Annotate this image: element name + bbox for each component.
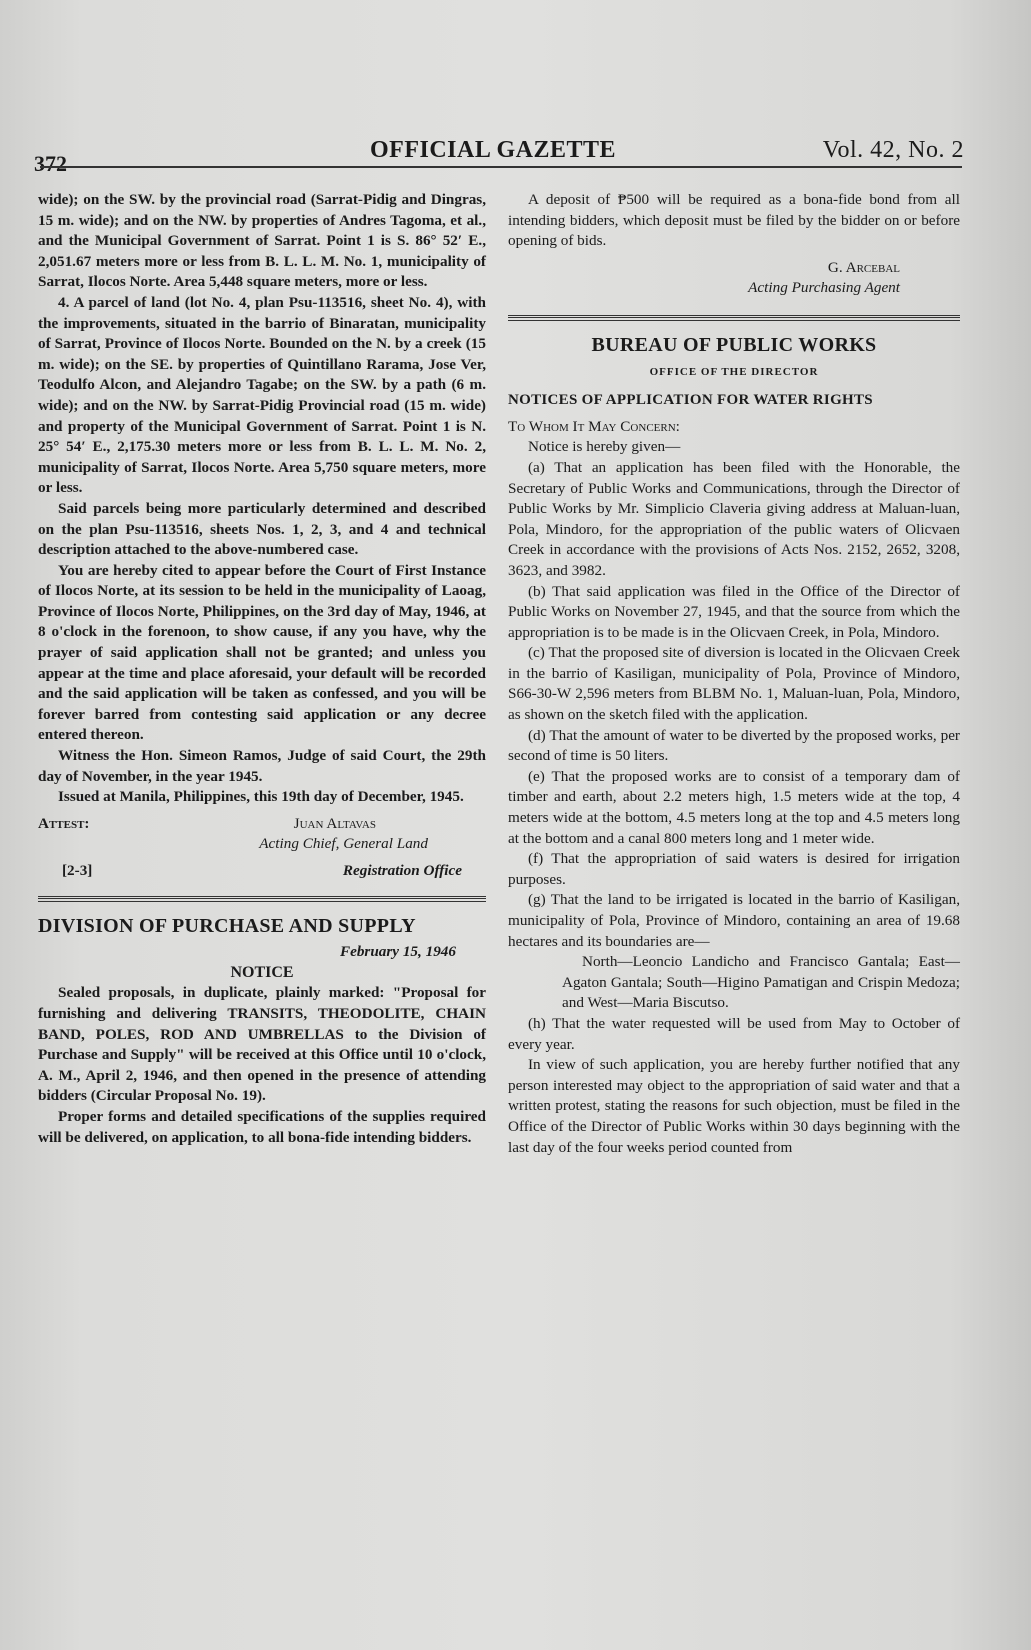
page-header [34, 135, 964, 175]
issued-paragraph: Issued at Manila, Philippines, this 19th day of December, 1945. [58, 788, 464, 806]
proper-forms: Proper forms and detailed specifications of the supplies required will be delivered, on application, to all bona-fide intending bidders. [38, 1107, 486, 1146]
land-boundaries: North—Leoncio Landicho and Francisco Gantala; East—Agaton Gantala; South—Higino Pamatigan and Crispin Medoza; and West—Maria Biscutso. [562, 953, 960, 1012]
notices-heading: NOTICES OF APPLICATION FOR WATER RIGHTS [508, 392, 873, 409]
gazette-title: OFFICIAL GAZETTE [370, 137, 617, 163]
parcels-determined: Said parcels being more particularly determined and described on the plan Psu-113516, sheets Nos. 1, 2, 3, and 4 and technical description attached to the above-numbered case. [38, 499, 486, 559]
salutation: To Whom It May Concern: [508, 417, 680, 435]
notice-intro: Notice is hereby given— [528, 438, 681, 456]
attest-label: Attest: [38, 814, 90, 832]
item-d: (d) That the amount of water to be diverted by the proposed works, per second of time is 50 liters. [508, 726, 960, 765]
attest-office-row [38, 861, 486, 882]
notice-heading: NOTICE [230, 963, 294, 981]
closing-paragraph: In view of such application, you are hereby further notified that any person interested may object to the appropriation of said water and that a written protest, stating the reasons for such objection, must be filed in the Office of the Director of Public Works within 30 days beginning with the last day of the four weeks period counted from [508, 1056, 960, 1156]
page-number: 372 [34, 151, 67, 176]
attest-title: Acting Chief, General Land [259, 835, 428, 853]
section-divider [508, 315, 960, 321]
item-g: (g) That the land to be irrigated is located in the barrio of Kasiligan, municipality of Pola, Province of Mindoro, containing an area of 19.68 hectares and its boundaries are— [508, 891, 960, 950]
section-divider [38, 896, 486, 902]
purchasing-agent-name: G. Arcebal [827, 258, 900, 276]
sealed-proposals: Sealed proposals, in duplicate, plainly marked: "Proposal for furnishing and delivering TRANSITS, THEODOLITE, CHAIN BAND, POLES, ROD AND UMBRELLAS to the Division of Purchase and Supply" will be received at this Office until 10 o'clock, A. M., April 2, 1946, and then opened in the presence of attending bidders (Circular Proposal No. 19). [38, 984, 486, 1105]
reference-number: [2-3] [62, 862, 93, 879]
attest-office: Registration Office [342, 862, 462, 879]
land-description-continued: wide); on the SW. by the provincial road (Sarrat-Pidig and Dingras, 15 m. wide); and on the NW. by properties of Andres Tagoma, et al., and the Municipal Government of Sarrat. Point 1 is S. 86° 52′ E., 2,051.67 meters more or less from B. L. L. M. No. 1, municipality of Sarrat, Ilocos Norte. Area 5,448 square meters, more or less. [38, 191, 486, 291]
purchase-heading: DIVISION OF PURCHASE AND SUPPLY [38, 914, 416, 937]
header-rule [40, 166, 962, 168]
item-b: (b) That said application was filed in the Office of the Director of Public Works on November 27, 1945, and that the source from which the appropriation is to be made is in the Olicvaen Creek, in Pola, Mindoro. [508, 582, 960, 641]
deposit-paragraph: A deposit of ₱500 will be required as a bona-fide bond from all intending bidders, which deposit must be filed by the bidder on or before opening of bids. [508, 191, 960, 250]
purchasing-agent-title: Acting Purchasing Agent [748, 279, 900, 297]
item-f: (f) That the appropriation of said waters is desired for irrigation purposes. [508, 850, 960, 888]
attest-name: Juan Altavas [293, 814, 376, 832]
attest-row [38, 814, 486, 835]
witness-paragraph: Witness the Hon. Simeon Ramos, Judge of said Court, the 29th day of November, in the year 1945. [38, 747, 486, 785]
item-c: (c) That the proposed site of diversion is located in the Olicvaen Creek in the barrio of Kasiligan, municipality of Pola, Province of Mindoro, S66-30-W 2,596 meters from BLBM No. 1, Maluan-luan, Pola, Mindoro, as shown on the sketch filed with the application. [508, 644, 960, 724]
volume-number: Vol. 42, No. 2 [822, 137, 964, 163]
left-column [38, 190, 486, 1148]
item-a: (a) That an application has been filed with the Honorable, the Secretary of Public Works and Communications, through the Director of Public Works by Mr. Simplicio Claveria giving address at Maluan-luan, Pola, Mindoro, for the appropriation of the public waters of Olicvaen Creek in accordance with the provisions of Acts Nos. 2152, 2652, 3208, 3623, and 3982. [508, 458, 960, 579]
citation-paragraph: You are hereby cited to appear before the Court of First Instance of Ilocos Norte, at its session to be held in the municipality of Laoag, Province of Ilocos Norte, Philippines, on the 3rd day of May, 1946, at 8 o'clock in the forenoon, to show cause, if any you have, why the prayer of said application shall not be granted; and unless you appear at the time and place aforesaid, your default will be recorded and the said application will be taken as confessed, and you will be forever barred from contesting said application or any decree entered thereon. [38, 561, 486, 744]
parcel-4-description: 4. A parcel of land (lot No. 4, plan Psu-113516, sheet No. 4), with the improvements, situated in the barrio of Binaratan, municipality of Sarrat, Province of Ilocos Norte. Bounded on the N. by a creek (15 m. wide); on the SE. by properties of Quintillano Rarama, Jose Ver, Teodulfo Alcon, and Alejandro Tagabe; on the SW. by a path (6 m. wide); and on the NW. by Sarrat-Pidig Provincial road (15 m. wide) and property of the Municipal Government of Sarrat. Point 1 is N. 25° 54′ E., 2,175.30 meters more or less from B. L. L. M. No. 2, municipality of Sarrat, Ilocos Norte. Area 5,750 square meters, more or less. [38, 293, 486, 497]
item-e: (e) That the proposed works are to consist of a temporary dam of timber and earth, about 2.2 meters high, 1.5 meters wide at the top, 4 meters wide at the bottom, 4.5 meters long at the top and 4.5 meters long at the bottom and a canal 800 meters long and 1 meter wide. [508, 767, 960, 847]
purchase-date: February 15, 1946 [339, 943, 456, 961]
right-column [508, 190, 960, 1158]
item-h: (h) That the water requested will be used from May to October of every year. [508, 1014, 960, 1053]
bureau-heading: BUREAU OF PUBLIC WORKS [591, 333, 877, 356]
office-heading: OFFICE OF THE DIRECTOR [649, 365, 819, 378]
